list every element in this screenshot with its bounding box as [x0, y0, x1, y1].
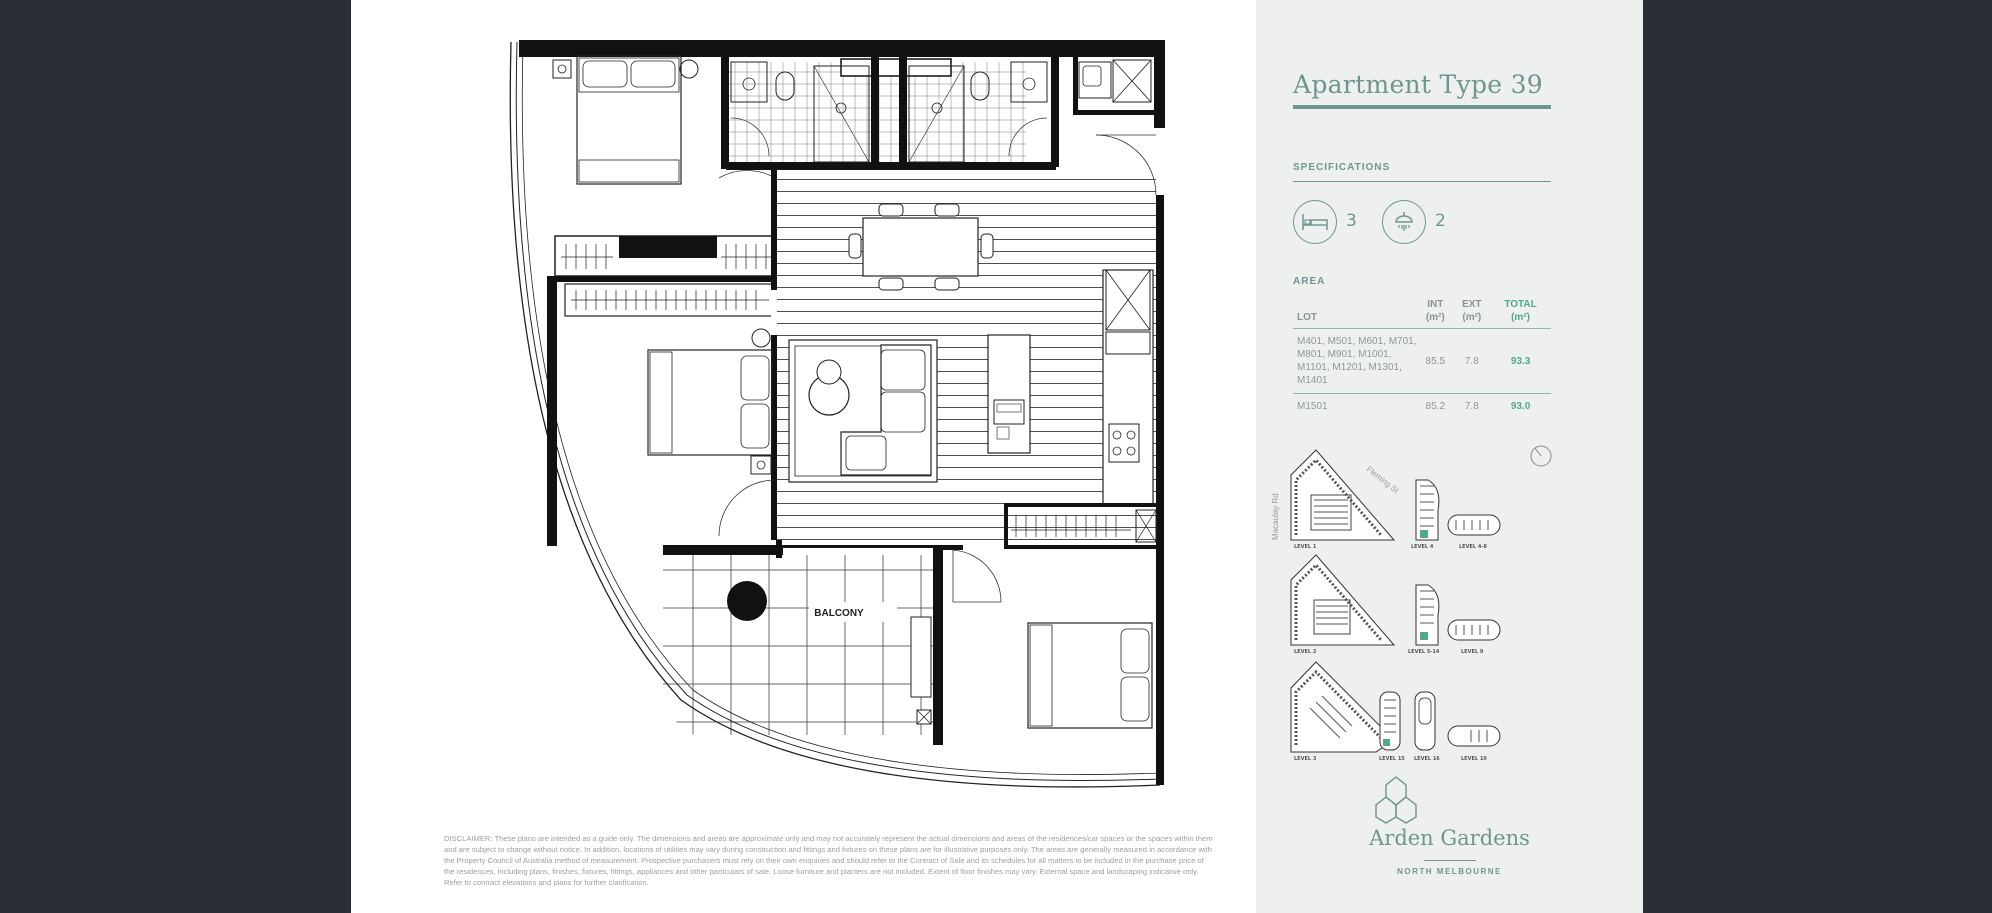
bed-1	[577, 56, 681, 184]
cell-total: 93.0	[1510, 401, 1531, 412]
col-int: INT (m²)	[1425, 299, 1445, 323]
keyplan-level-2	[1291, 555, 1394, 645]
key-plans	[1256, 440, 1643, 770]
keyplan-level-1	[1291, 450, 1394, 540]
shower-icon	[1382, 200, 1426, 244]
area-heading: AREA	[1293, 276, 1326, 287]
table-row	[1293, 329, 1551, 394]
brand-divider	[1424, 860, 1476, 861]
cell-ext: 7.8	[1464, 355, 1479, 367]
bed-icon	[1293, 200, 1337, 244]
bathroom-count: 2	[1435, 211, 1446, 231]
bedroom-count: 3	[1346, 211, 1357, 231]
cell-int: 85.5	[1425, 355, 1446, 367]
col-total: TOTAL (m²)	[1504, 299, 1537, 323]
keyplan-level-5-14	[1416, 585, 1439, 645]
keyplan-label: LEVEL 16	[1414, 756, 1440, 762]
brand-location: NORTH MELBOURNE	[1397, 867, 1502, 876]
cell-total: 93.3	[1510, 355, 1531, 367]
keyplan-level-16	[1415, 692, 1435, 750]
keyplan-label: LEVEL 2	[1294, 649, 1317, 655]
title-underline	[1293, 105, 1551, 109]
arden-gardens-logo	[1366, 775, 1426, 825]
cell-ext: 7.8	[1464, 401, 1479, 412]
cell-lot: M401, M501, M601, M701, M801, M901, M1001, M1101, M1201, M1301, M1401	[1297, 336, 1417, 386]
keyplan-level-10	[1448, 726, 1500, 746]
bed-2	[648, 350, 772, 455]
keyplan-label: LEVEL 5-14	[1408, 649, 1440, 655]
keyplan-level-4	[1416, 480, 1439, 540]
col-lot: LOT	[1297, 312, 1317, 323]
page-title: Apartment Type 39	[1293, 70, 1544, 99]
keyplan-level-3	[1291, 662, 1394, 752]
keyplan-label: LEVEL 9	[1461, 649, 1484, 655]
keyplan-label: LEVEL 4-8	[1459, 544, 1487, 550]
wall-top	[519, 40, 1163, 57]
cell-int: 85.2	[1425, 401, 1446, 412]
table-row	[1293, 394, 1551, 420]
keyplan-label: LEVEL 15	[1379, 756, 1405, 762]
area-table	[1293, 298, 1551, 419]
disclaimer: DISCLAIMER: These plans are intended as a guide only. The dimensions and areas are approximate only and may not accurately represent the actual dimensions and areas of the residences/car spaces or the spaces within them and are subject to change without notice. In addition, locations of utilities may vary during construction and fittings and fixtures on these plans are for illustrative purposes only. The areas are generally measured in accordance with the Property Council of Australia method of measurement. Prospective purchasers must rely on their own enquiries and should refer to the Contract of Sale and its schedules for all matters to be included in the purchase price of the residences, including plans, finishes, fixtures, fittings, appliances and other particulars of sale. Loose furniture and planters are not included. Extent of floor finishes may vary. External space and landscaping indicative only. Refer to contract elevations and plans for further clarification.	[444, 834, 1213, 887]
info-panel	[1256, 0, 1643, 913]
keyplan-level-4-8	[1448, 515, 1500, 535]
cell-lot: M1501	[1297, 401, 1328, 412]
kitchen-bench	[1103, 270, 1153, 505]
brand-name: Arden Gardens	[1369, 826, 1530, 850]
keyplan-label: LEVEL 4	[1411, 544, 1434, 550]
floor-plan-panel	[351, 0, 1256, 913]
keyplan-level-9	[1448, 620, 1500, 640]
keyplan-level-15	[1380, 692, 1400, 750]
col-ext: EXT (m²)	[1462, 299, 1482, 323]
planter	[727, 581, 767, 621]
balcony-floor	[663, 555, 938, 735]
bed-3	[1028, 623, 1152, 728]
balcony-label: BALCONY	[814, 608, 864, 619]
document-page	[351, 0, 1643, 913]
floor-plan	[351, 0, 1256, 913]
compass-icon	[1531, 446, 1551, 466]
street-macaulay: Macaulay Rd	[1271, 493, 1280, 540]
wall-balcony-bedroom	[933, 545, 943, 745]
street-fleming: Fleming St	[1364, 464, 1401, 496]
divider	[1293, 181, 1551, 182]
keyplan-label: LEVEL 3	[1294, 756, 1317, 762]
dining-table	[863, 218, 978, 276]
keyplan-label: LEVEL 10	[1461, 756, 1487, 762]
keyplan-label: LEVEL 1	[1294, 544, 1317, 550]
specifications-heading: SPECIFICATIONS	[1293, 162, 1391, 173]
